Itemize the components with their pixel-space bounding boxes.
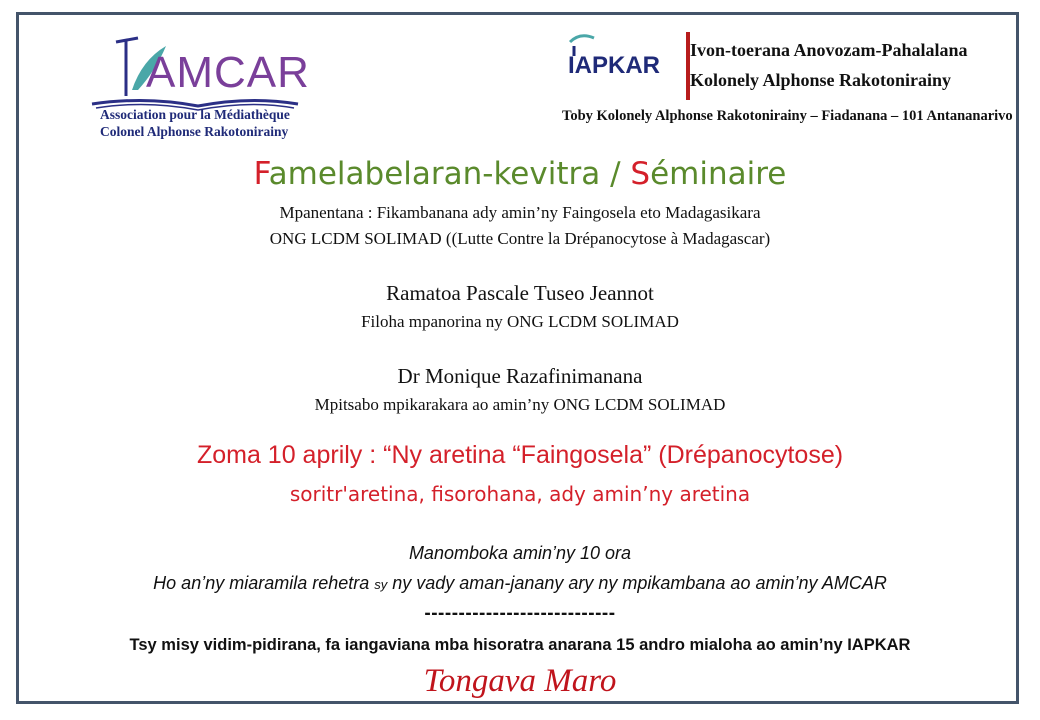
title-initial-s: S: [630, 156, 651, 192]
iapkar-name-line1: Ivon-toerana Anovozam-Pahalalana: [690, 40, 968, 60]
iapkar-logo: [560, 28, 1013, 138]
separator: ----------------------------: [424, 603, 616, 624]
iapkar-wordmark: IAPKAR: [568, 52, 661, 79]
speaker-2-role: Mpitsabo mpikarakara ao amin’ny ONG LCDM SOLIMAD: [314, 395, 726, 414]
event-headline: Zoma 10 aprily : “Ny aretina “Faingosela” (Drépanocytose): [196, 441, 844, 469]
registration-notice: Tsy misy vidim-pidirana, fa iangaviana mba hisoratra anarana 15 andro mialoha ao amin’ny IAPKAR: [129, 636, 911, 654]
page-title: [0, 156, 1040, 192]
closing-text: Tongava Maro: [423, 663, 617, 699]
audience-text-after: ny vady aman-janany ary ny mpikambana ao amin’ny AMCAR: [387, 573, 887, 593]
speaker-1-role: Filoha mpanorina ny ONG LCDM SOLIMAD: [361, 312, 679, 331]
organizer-line2: ONG LCDM SOLIMAD ((Lutte Contre la Drépanocytose à Madagascar): [269, 229, 771, 248]
title-initial-f: F: [253, 156, 269, 192]
amcar-subtitle-line2: Colonel Alphonse Rakotonirainy: [100, 124, 289, 139]
iapkar-address: Toby Kolonely Alphonse Rakotonirainy – Fiadanana – 101 Antananarivo: [562, 108, 1013, 124]
organizer-line1: Mpanentana : Fikambanana ady amin’ny Faingosela eto Madagasikara: [279, 203, 761, 222]
amcar-subtitle-line1: Association pour la Médiathèque: [100, 107, 290, 122]
start-time: Manomboka amin’ny 10 ora: [408, 543, 632, 563]
speaker-2-name: Dr Monique Razafinimanana: [397, 364, 643, 388]
title-part1: amelabelaran-kevitra /: [268, 156, 631, 192]
iapkar-name-line2: Kolonely Alphonse Rakotonirainy: [690, 70, 952, 90]
speaker-1-name: Ramatoa Pascale Tuseo Jeannot: [386, 281, 654, 305]
amcar-logo: [86, 30, 310, 140]
title-part2: éminaire: [650, 156, 787, 192]
audience-text-before: Ho an’ny miaramila rehetra: [153, 573, 375, 593]
amcar-wordmark: AMCAR: [146, 48, 310, 97]
audience-small-word: sy: [374, 577, 388, 592]
audience-line: [0, 573, 1040, 594]
event-subtitle: soritr'aretina, fisorohana, ady amin’ny aretina: [289, 482, 751, 506]
